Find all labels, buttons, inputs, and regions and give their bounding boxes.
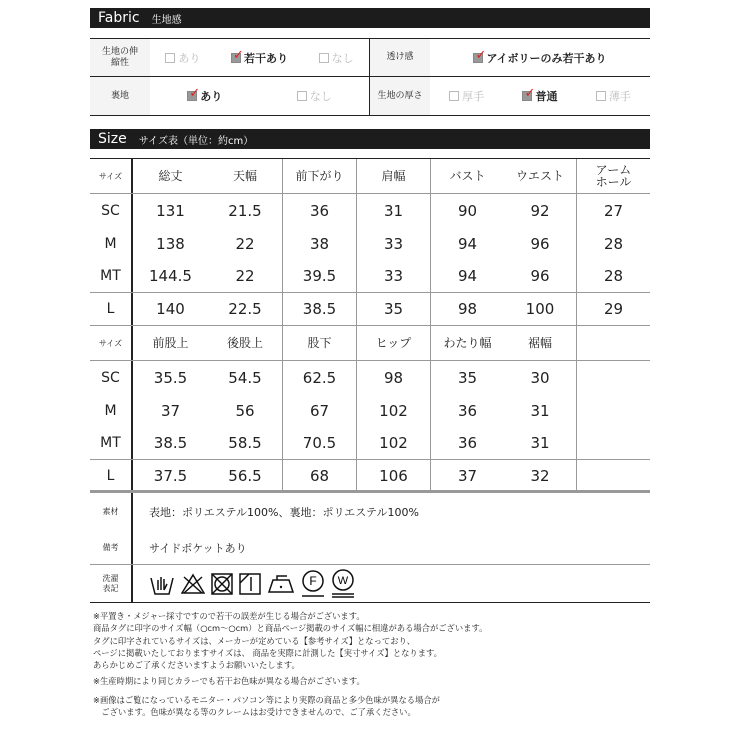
size-value: 33 bbox=[357, 227, 431, 260]
no-bleach-icon bbox=[181, 572, 205, 596]
size-value: 56.5 bbox=[208, 460, 283, 492]
label-thickness: 生地の厚さ bbox=[370, 77, 430, 115]
label-lining: 裏地 bbox=[90, 77, 150, 115]
fabric-table bbox=[90, 38, 650, 116]
table-row bbox=[90, 227, 650, 260]
size-value: 102 bbox=[357, 427, 431, 459]
column-header: 前下がり bbox=[283, 159, 357, 193]
size-value: 32 bbox=[504, 460, 577, 492]
checkbox-icon bbox=[165, 53, 175, 63]
column-header: 裾幅 bbox=[504, 326, 577, 360]
table-row bbox=[90, 460, 650, 493]
size-value: 96 bbox=[504, 260, 577, 292]
option-stretch-none: なし bbox=[319, 50, 354, 66]
size-value: 100 bbox=[504, 293, 577, 325]
option-transparency: ✓ アイボリーのみ若干あり bbox=[473, 50, 606, 66]
table-row bbox=[90, 427, 650, 460]
column-header: 天幅 bbox=[208, 159, 283, 193]
size-value: 37 bbox=[457, 467, 478, 485]
checkbox-icon bbox=[449, 91, 459, 101]
size-value: 30 bbox=[504, 361, 577, 394]
size-value: 54.5 bbox=[208, 361, 283, 394]
column-header: 肩幅 bbox=[357, 159, 431, 193]
option-thin: 薄手 bbox=[596, 88, 631, 104]
care-icons bbox=[149, 569, 355, 599]
size-name: SC bbox=[90, 194, 133, 227]
size-value: 94 bbox=[457, 267, 478, 285]
iron-low-icon bbox=[267, 574, 295, 594]
checkbox-icon bbox=[297, 91, 307, 101]
fabric-row-stretch bbox=[90, 39, 650, 77]
checked-checkbox-icon bbox=[473, 53, 483, 63]
label-transparency: 透け感 bbox=[370, 39, 430, 76]
hand-wash-icon bbox=[149, 572, 175, 596]
size-value: 37 bbox=[160, 401, 181, 420]
material-value: 表地：ポリエステル100%、裏地：ポリエステル100% bbox=[149, 506, 419, 519]
size-value: 28 bbox=[603, 267, 624, 285]
column-header: アームホール bbox=[595, 163, 632, 189]
size-value: 39.5 bbox=[283, 260, 357, 292]
size-value: 98 bbox=[457, 300, 478, 318]
size-title-jp: サイズ表（単位：約cm） bbox=[138, 135, 254, 147]
size-name: M bbox=[90, 227, 133, 260]
size-value: 138 bbox=[156, 234, 185, 253]
size-value: 38 bbox=[283, 227, 357, 260]
option-normal: ✓ 普通 bbox=[522, 88, 557, 104]
checked-checkbox-icon bbox=[522, 91, 532, 101]
size-title-en: Size bbox=[98, 131, 127, 147]
line-dry-shade-icon bbox=[239, 573, 261, 595]
size-value bbox=[577, 394, 650, 427]
note-line: タグに印字されているサイズは、メーカーが定めている【参考サイズ】となっており、 bbox=[93, 635, 416, 646]
column-header: 後股上 bbox=[208, 326, 283, 360]
table-row bbox=[90, 293, 650, 326]
size-value: 102 bbox=[357, 394, 431, 427]
option-stretch-yes: あり bbox=[165, 50, 200, 66]
column-header: 股下 bbox=[283, 326, 357, 360]
checked-checkbox-icon bbox=[231, 53, 241, 63]
size-value: 35 bbox=[357, 293, 431, 325]
column-header: バスト bbox=[449, 169, 486, 183]
size-value: 22.5 bbox=[208, 293, 283, 325]
column-header: 総丈 bbox=[158, 169, 183, 183]
size-name: L bbox=[90, 293, 133, 325]
size-value: 38.5 bbox=[153, 434, 188, 452]
fabric-title-en: Fabric bbox=[98, 10, 140, 26]
column-header: 前股上 bbox=[152, 336, 189, 350]
checked-checkbox-icon bbox=[187, 91, 197, 101]
no-tumble-dry-icon bbox=[211, 573, 233, 595]
table-row bbox=[90, 394, 650, 427]
size-value: 28 bbox=[603, 234, 624, 253]
size-value: 35.5 bbox=[153, 368, 188, 387]
table-row bbox=[90, 260, 650, 293]
option-lining-yes: ✓ あり bbox=[187, 88, 222, 104]
size-name: SC bbox=[90, 361, 133, 394]
column-header: ウエスト bbox=[504, 159, 577, 193]
size-value: 94 bbox=[457, 234, 478, 253]
note-line: 商品タグに印字のサイズ幅（○cm～○cm）と商品ページ掲載のサイズ幅に相違がある場合がございます。 bbox=[93, 623, 488, 634]
note-line: ※生産時期により同じカラーでも若干お色味が異なる場合がございます。 bbox=[93, 676, 365, 687]
option-stretch-slight: ✓ 若干あり bbox=[231, 50, 288, 66]
size-name: L bbox=[90, 460, 133, 492]
size-value: 106 bbox=[357, 460, 431, 492]
size-value: 35 bbox=[457, 368, 478, 387]
size-value: 31 bbox=[504, 394, 577, 427]
size-value: 21.5 bbox=[208, 194, 283, 227]
size-value: 144.5 bbox=[149, 267, 192, 285]
note-label: 備考 bbox=[90, 531, 133, 564]
size-value: 31 bbox=[504, 427, 577, 459]
fabric-header bbox=[90, 8, 650, 28]
size-value: 37.5 bbox=[153, 467, 188, 485]
note-value: サイドポケットあり bbox=[149, 541, 247, 555]
checkbox-icon bbox=[596, 91, 606, 101]
svg-text:W: W bbox=[337, 574, 349, 587]
size-value: 96 bbox=[504, 227, 577, 260]
size-value: 36 bbox=[283, 194, 357, 227]
dry-clean-f-icon bbox=[301, 570, 325, 598]
column-header: わたり幅 bbox=[443, 336, 492, 350]
size-value: 22 bbox=[208, 227, 283, 260]
size-label: サイズ bbox=[90, 326, 133, 360]
size-value bbox=[577, 361, 650, 394]
wet-clean-w-icon bbox=[331, 569, 355, 599]
remarks-table bbox=[90, 490, 650, 603]
table-row bbox=[90, 194, 650, 227]
size-name: MT bbox=[90, 260, 133, 292]
fabric-title-jp: 生地感 bbox=[151, 14, 182, 26]
size-value bbox=[577, 427, 650, 459]
size-value: 22 bbox=[208, 260, 283, 292]
material-label: 素材 bbox=[90, 493, 133, 531]
size-value: 58.5 bbox=[208, 427, 283, 459]
size-name: MT bbox=[90, 427, 133, 459]
note-line: ※平置き・メジャー採寸ですので若干の誤差が生じる場合がございます。 bbox=[93, 611, 365, 621]
note-line: ページに掲載いたしておりますサイズは、 商品を実際に計測した【実寸サイズ】となります。 bbox=[93, 647, 442, 658]
size-label: サイズ bbox=[90, 159, 133, 193]
column-header bbox=[577, 326, 650, 360]
size-value: 31 bbox=[357, 194, 431, 227]
note-line: ございます。色味が異なる等のクレームはお受けできませんので、ご了承ください。 bbox=[93, 707, 416, 718]
size-value: 56 bbox=[208, 394, 283, 427]
size-name: M bbox=[90, 394, 133, 427]
size-value: 27 bbox=[603, 201, 624, 220]
size-value: 67 bbox=[283, 394, 357, 427]
size-header-row bbox=[90, 326, 650, 361]
option-lining-no: なし bbox=[297, 88, 332, 104]
fabric-row-lining bbox=[90, 77, 650, 115]
notes bbox=[93, 610, 487, 718]
care-label: 洗濯表記 bbox=[90, 565, 133, 602]
size-value: 92 bbox=[504, 194, 577, 227]
size-value: 36 bbox=[457, 401, 478, 420]
size-value: 131 bbox=[156, 201, 185, 220]
size-value: 36 bbox=[457, 434, 478, 452]
size-value: 90 bbox=[457, 201, 478, 220]
size-value bbox=[577, 460, 650, 492]
label-stretch: 生地の伸縮性 bbox=[90, 39, 150, 76]
size-value: 140 bbox=[156, 300, 185, 318]
note-line: ※画像はご覧になっているモニター・パソコン等により実際の商品と多少色味が異なる場合が bbox=[93, 694, 440, 705]
note-line: あらかじめご了承くださいますようお願いいたします。 bbox=[93, 660, 300, 671]
size-value: 33 bbox=[357, 260, 431, 292]
size-value: 62.5 bbox=[283, 361, 357, 394]
size-header bbox=[90, 129, 650, 149]
size-header-row bbox=[90, 159, 650, 194]
size-value: 38.5 bbox=[283, 293, 357, 325]
size-value: 68 bbox=[283, 460, 357, 492]
option-thick: 厚手 bbox=[449, 88, 484, 104]
size-table bbox=[90, 158, 650, 493]
size-value: 70.5 bbox=[283, 427, 357, 459]
column-header: ヒップ bbox=[357, 326, 431, 360]
svg-text:F: F bbox=[309, 573, 317, 588]
size-value: 98 bbox=[357, 361, 431, 394]
checkbox-icon bbox=[319, 53, 329, 63]
size-value: 29 bbox=[603, 300, 624, 318]
table-row bbox=[90, 361, 650, 394]
